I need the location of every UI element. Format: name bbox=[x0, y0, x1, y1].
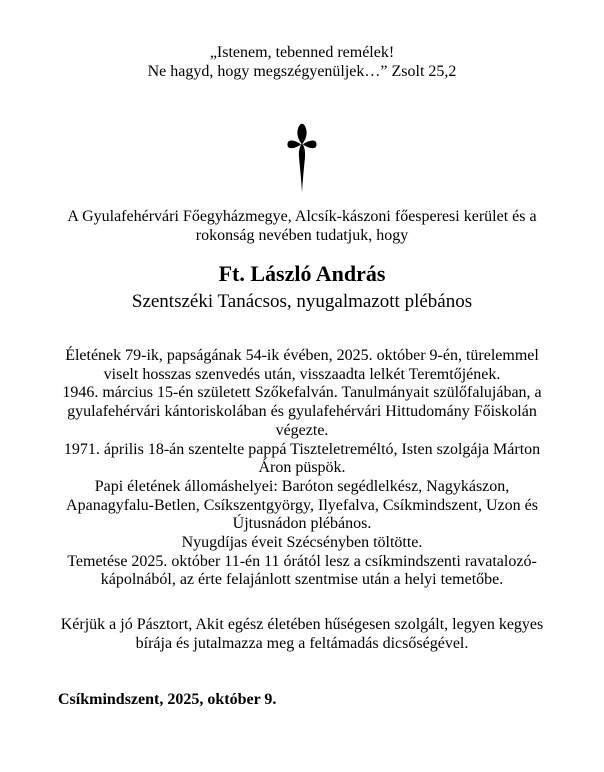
biography-section bbox=[54, 347, 551, 590]
announcement-text: A Gyulafehérvári Főegyházmegye, Alcsík-kászoni főesperesi kerület és a rokonság nevében tudatjuk, hogy bbox=[67, 208, 537, 244]
deceased-name: Ft. László András bbox=[218, 261, 386, 286]
biography-paragraph-service-posts: Papi életének állomáshelyei: Baróton segédlelkész, Nagykászon, Apanagyfalu-Betlen, Csíkszentgyörgy, Ilyefalva, Csíkmindszent, Uzon és Újtusnádon plébános. bbox=[66, 477, 538, 533]
deceased-title: Szentszéki Tanácsos, nyugalmazott plébános bbox=[131, 291, 473, 312]
memorial-cross-icon bbox=[54, 120, 551, 194]
biography-paragraph-funeral: Temetése 2025. október 11-én 11 órától lesz a csíkmindszenti ravatalozó-kápolnából, az érte felajánlott szentmise után a helyi temetőbe. bbox=[67, 552, 537, 589]
scripture-quote bbox=[54, 0, 551, 81]
biography-paragraph-birth-studies: 1946. március 15-én született Szőkefalván. Tanulmányait szülőfalujában, a gyulafehérvári kántoriskolában és gyulafehérvári Hittudomány Főiskolán végezte. bbox=[62, 384, 542, 439]
biography-paragraph-death: Életének 79-ik, papságának 54-ik évében, 2025. október 9-én, türelemmel viselt hosszas szenvedés után, visszaadta lelkét Teremtőjének. bbox=[65, 347, 539, 383]
scripture-quote-line-1: „Istenem, tebenned remélek! bbox=[209, 44, 395, 61]
biography-paragraph-ordination: 1971. április 18-án szentelte pappá Tiszteletreméltó, Isten szolgája Márton Áron püspök. bbox=[63, 440, 541, 477]
scripture-quote-line-2: Ne hagyd, hogy megszégyenüljek…” Zsolt 25,2 bbox=[147, 63, 457, 80]
dateline: Csíkmindszent, 2025, október 9. bbox=[58, 691, 277, 708]
petition-text: Kérjük a jó Pásztort, Akit egész életében hűségesen szolgált, legyen kegyes bírája és jutalmazza meg a feltámadás dicsőségével. bbox=[60, 616, 544, 652]
obituary-content bbox=[54, 0, 551, 654]
biography-paragraph-retirement: Nyugdíjas éveit Szécsényben töltötte. bbox=[181, 534, 423, 552]
